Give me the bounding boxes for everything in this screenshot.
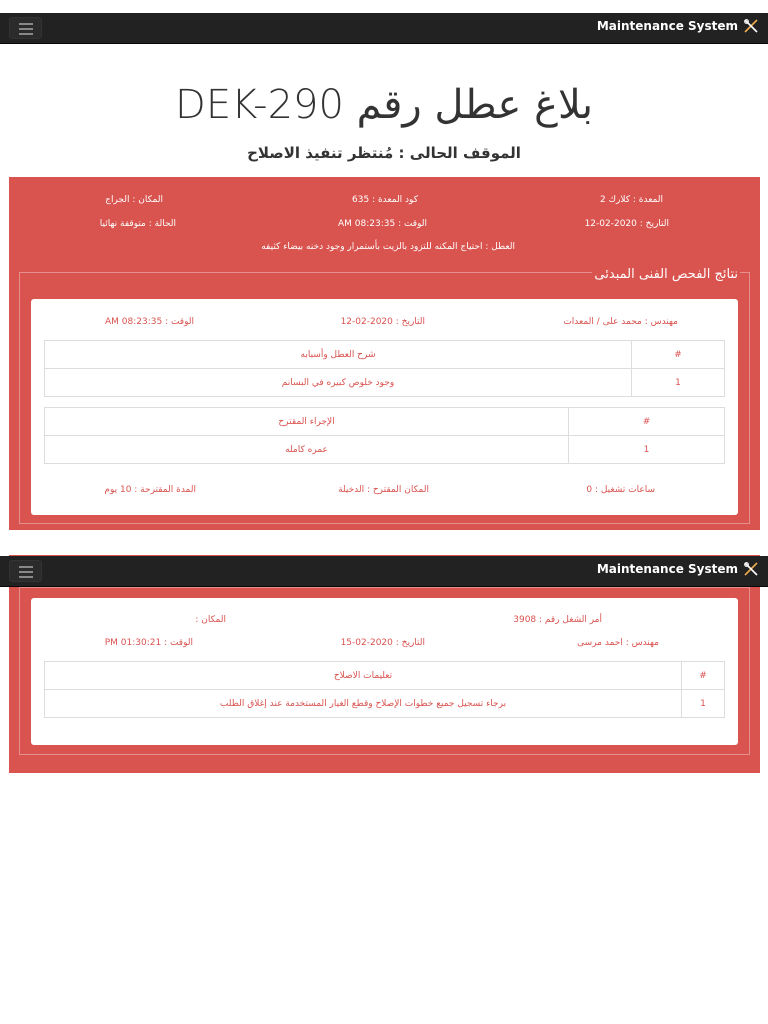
table-cell: عمره كامله bbox=[45, 436, 569, 464]
table-cell: 1 bbox=[569, 436, 725, 464]
hamburger-icon-bar bbox=[19, 28, 33, 30]
work-order-location: المكان : bbox=[195, 615, 226, 625]
hamburger-icon-bar bbox=[19, 576, 33, 578]
fault-description: العطل : احتياج المكنه للتزود بالزيت بأستمرار وجود دخنه بيضاء كثيفه bbox=[261, 242, 515, 252]
table-cell: 1 bbox=[682, 690, 725, 718]
operating-hours: ساعات تشغيل : 0 bbox=[586, 485, 655, 495]
inspection-date: التاريخ : 2020-02-12 bbox=[340, 317, 425, 327]
top-navbar bbox=[0, 13, 768, 44]
table-header-row bbox=[45, 408, 725, 436]
table-header-row bbox=[45, 662, 725, 690]
report-time: الوقت : 08:23:35 AM bbox=[337, 219, 427, 229]
page-title: بلاغ عطل رقم DEK-290 bbox=[175, 82, 593, 128]
table-header: # bbox=[682, 662, 725, 690]
table-header-row bbox=[45, 341, 725, 369]
current-status: الموقف الحالى : مُنتظر تنفيذ الاصلاح bbox=[247, 144, 521, 162]
table-cell: وجود خلوص كبيره في البسانم bbox=[45, 369, 632, 397]
hamburger-icon bbox=[19, 23, 33, 25]
repair-instructions-table bbox=[44, 661, 725, 718]
table-row bbox=[45, 369, 725, 397]
actions-table bbox=[44, 407, 725, 464]
table-header: شرح العطل وأسبابه bbox=[45, 341, 632, 369]
menu-toggle-button[interactable] bbox=[9, 17, 42, 39]
location: المكان : الجراج bbox=[105, 195, 163, 205]
table-cell: 1 bbox=[632, 369, 725, 397]
equipment-state: الحالة : متوقفة نهائيا bbox=[99, 219, 176, 229]
table-header: # bbox=[632, 341, 725, 369]
table-header: تعليمات الاصلاح bbox=[45, 662, 682, 690]
report-panel bbox=[9, 177, 760, 530]
brand-label: Maintenance System bbox=[596, 562, 738, 576]
brand-link[interactable] bbox=[597, 562, 758, 576]
work-order-panel bbox=[9, 555, 760, 773]
table-cell: برجاء تسجيل جميع خطوات الإصلاح وقطع الغيار المستخدمة عند إغلاق الطلب bbox=[45, 690, 682, 718]
faults-table bbox=[44, 340, 725, 397]
sticky-navbar bbox=[0, 556, 768, 587]
suggested-location: المكان المقترح : الدخيلة bbox=[338, 485, 429, 495]
table-header: # bbox=[569, 408, 725, 436]
work-order-date: التاريخ : 2020-02-15 bbox=[340, 638, 425, 648]
inspection-heading: نتائج الفحص الفنى المبدئى bbox=[594, 267, 738, 282]
table-row bbox=[45, 436, 725, 464]
brand-link[interactable] bbox=[597, 19, 758, 33]
inspection-engineer: مهندس : محمد على / المعدات bbox=[563, 317, 678, 327]
table-row bbox=[45, 690, 725, 718]
inspection-time: الوقت : 08:23:35 AM bbox=[104, 317, 194, 327]
inspection-card bbox=[31, 299, 738, 515]
work-order-time: الوقت : 01:30:21 PM bbox=[104, 638, 193, 648]
equipment-code: كود المعدة : 635 bbox=[352, 195, 418, 205]
hamburger-icon-bar bbox=[19, 571, 33, 573]
work-order-number: أمر الشغل رقم : 3908 bbox=[513, 615, 602, 625]
tools-icon bbox=[744, 562, 758, 576]
equipment-name: المعدة : كلارك 2 bbox=[600, 195, 663, 205]
work-order-card bbox=[31, 598, 738, 745]
report-date: التاريخ : 2020-02-12 bbox=[584, 219, 669, 229]
suggested-duration: المدة المقترحة : 10 يوم bbox=[104, 485, 196, 495]
tools-icon bbox=[744, 19, 758, 33]
brand-label: Maintenance System bbox=[596, 19, 738, 33]
table-header: الإجراء المقترح bbox=[45, 408, 569, 436]
hamburger-icon-bar bbox=[19, 33, 33, 35]
work-order-engineer: مهندس : احمد مرسى bbox=[577, 638, 659, 648]
menu-toggle-button[interactable] bbox=[9, 560, 42, 582]
hamburger-icon bbox=[19, 566, 33, 568]
